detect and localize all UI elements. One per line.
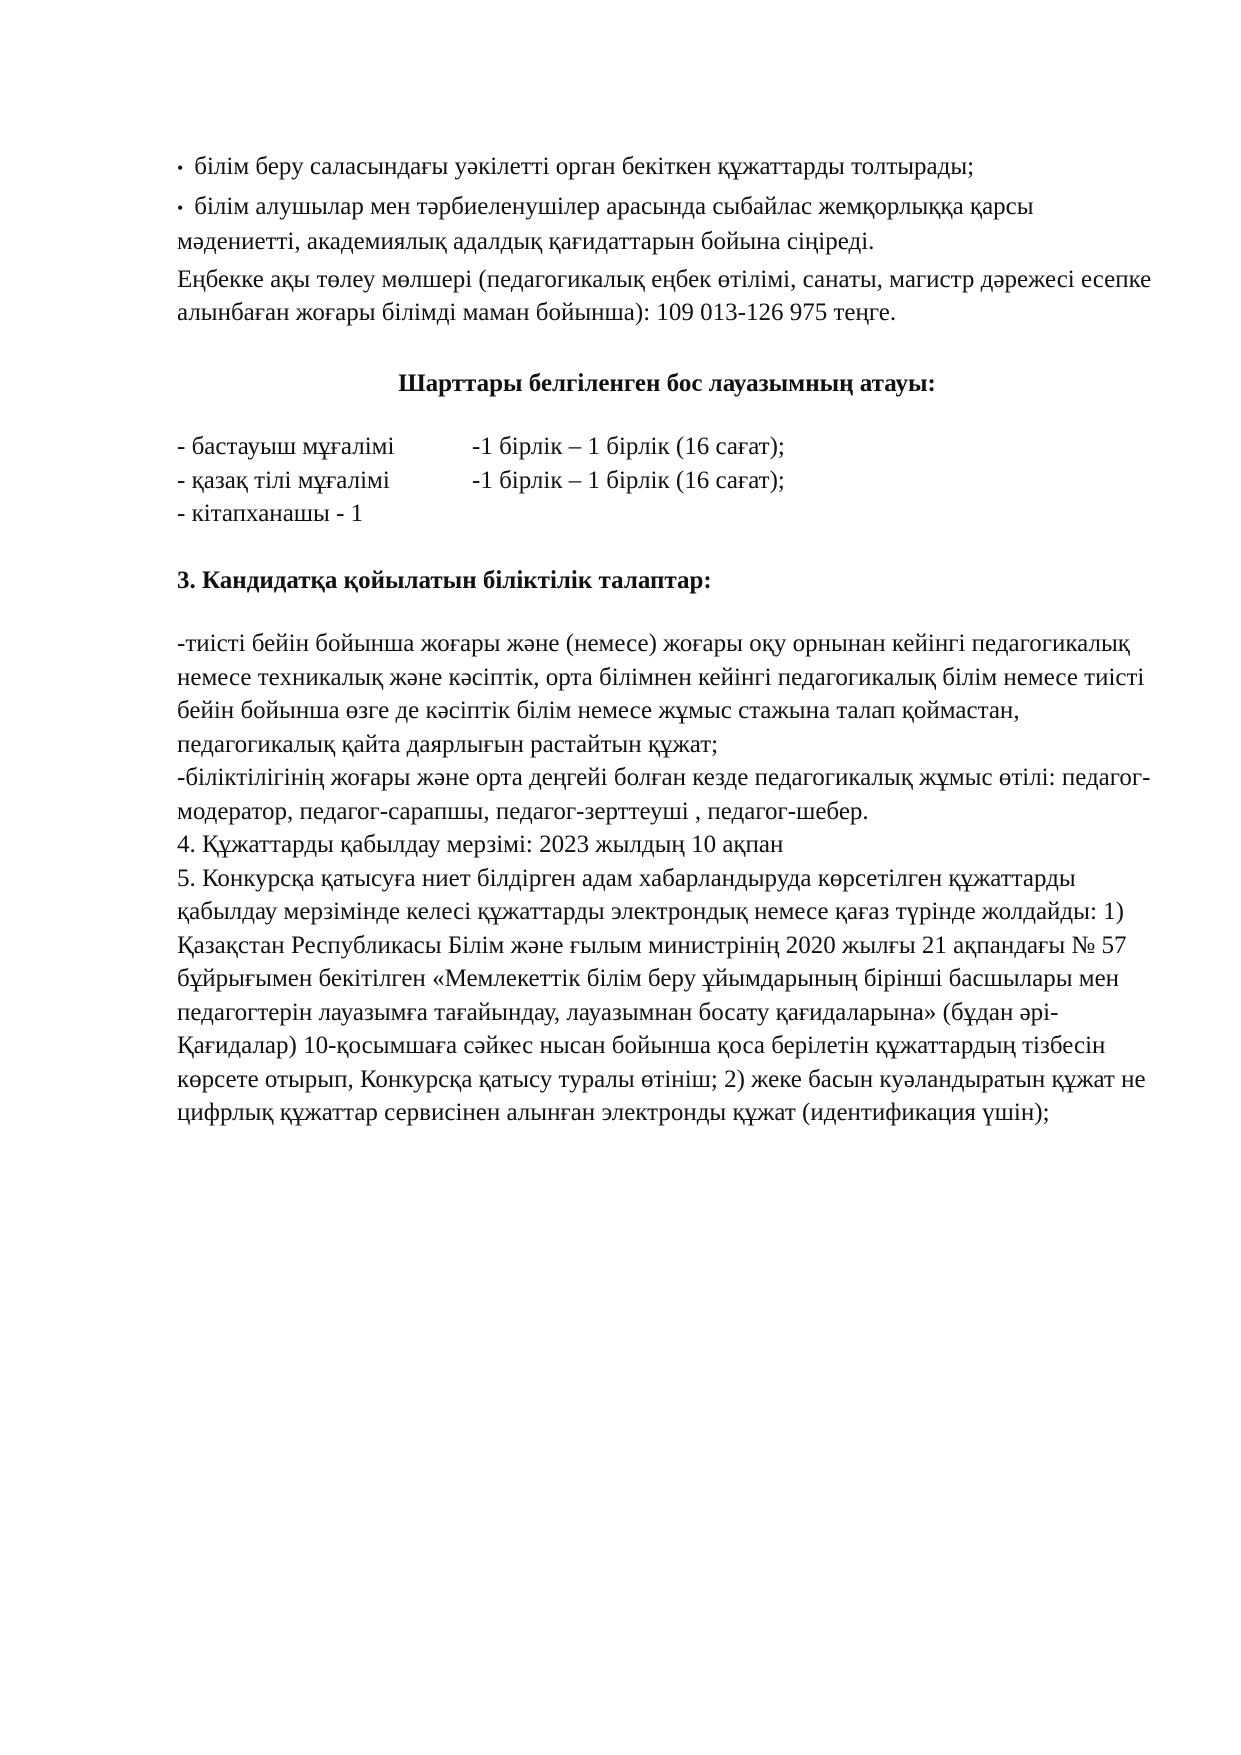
position-count: -1 бірлік – 1 бірлік (16 сағат);: [472, 466, 785, 494]
bullet-text: білім беру саласындағы уәкілетті орган бекіткен құжаттарды толтырады;: [194, 153, 975, 180]
requirements-heading: 3. Кандидатқа қойылатын біліктілік талаптар:: [177, 566, 712, 594]
documents-paragraph: 5. Конкурсқа қатысуға ниет білдірген адам хабарландыруда көрсетілген құжаттарды қабылдау мерзімінде келесі құжаттарды электрондық немесе қағаз түрінде жолдайды: 1) Қазақстан Республикасы Білім және ғылым министрінің 2020 жылғы 21 ақпандағы № 57 бұйрығымен бекітілген «Мемлекеттік білім беру ұйымдарының бірінші басшылары мен педагогтерін лауазымға тағайындау, лауазымнан босату қағидаларына» (бұдан әрі-Қағидалар) 10-қосымшаға сәйкес нысан бойынша қоса берілетін құжаттардың тізбесін көрсете отырып, Конкурсқа қатысу туралы өтініш; 2) жеке басын куәландыратын құжат не цифрлық құжаттар сервисінен алынған электронды құжат (идентификация үшін);: [177, 864, 1146, 1126]
position-name: - бастауыш мұғалімі: [177, 433, 395, 460]
deadline-paragraph: 4. Құжаттарды қабылдау мерзімі: 2023 жылдың 10 ақпан: [177, 831, 784, 858]
position-name: - кітапханашы - 1: [177, 500, 364, 527]
bullet-symbol: •: [177, 197, 184, 218]
positions-list: [177, 430, 1157, 531]
bullet-item: [177, 150, 1157, 186]
position-row: [177, 430, 1157, 464]
document-page: [177, 150, 1157, 1130]
position-name: - қазақ тілі мұғалімі: [177, 466, 390, 494]
requirement-item: -тиісті бейін бойынша жоғары және (немесе) жоғары оқу орнынан кейінгі педагогикалық немесе техникалық және кәсіптік, орта білімнен кейінгі педагогикалық білім немесе тиісті бейін бойынша өзге де кәсіптік білім немесе жұмыс стажына талап қоймастан, педагогикалық қайта даярлығын растайтын құжат;: [177, 630, 1145, 758]
bullet-text: білім алушылар мен тәрбиеленушілер арасында сыбайлас жемқорлыққа қарсы мәдениетті, академиялық адалдық қағидаттарын бойына сіңіреді.: [177, 192, 1034, 255]
bullet-item: [177, 190, 1157, 259]
salary-paragraph: Еңбекке ақы төлеу мөлшері (педагогикалық еңбек өтілімі, санаты, магистр дәрежесі есепке алынбаған жоғары білімді маман бойынша): 109 013-126 975 теңге.: [177, 265, 1152, 326]
bullet-symbol: •: [177, 158, 184, 178]
position-count: -1 бірлік – 1 бірлік (16 сағат);: [472, 433, 785, 460]
position-row: [177, 464, 1157, 498]
requirement-item: -біліктілігінің жоғары және орта деңгейі болған кезде педагогикалық жұмыс өтілі: педагог-модератор, педагог-сарапшы, педагог-зерттеуші , педагог-шебер.: [177, 764, 1151, 825]
position-row: [177, 497, 1157, 531]
positions-heading: Шарттары белгіленген бос лауазымның атауы:: [398, 369, 936, 397]
